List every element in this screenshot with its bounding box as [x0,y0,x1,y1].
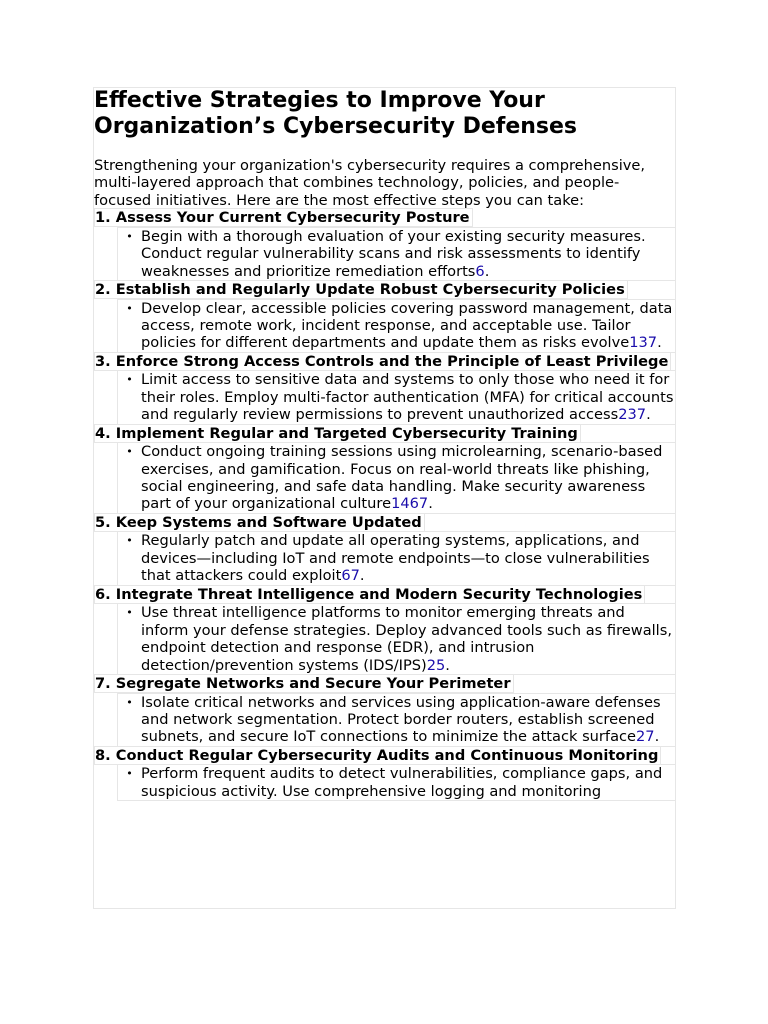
section-heading: 4. Implement Regular and Targeted Cybersecurity Training [94,424,581,443]
section-heading: 2. Establish and Regularly Update Robust Cybersecurity Policies [94,280,628,299]
section-7 [94,675,675,747]
list-item: • Use threat intelligence platforms to monitor emerging threats and inform your defense strategies. Deploy advanced tools such as firewalls, endpoint detection and response (EDR), and intrusion detection/prevention systems (IDS/IPS)25. [117,603,675,675]
bullet-icon: • [126,229,133,243]
list-item: • Develop clear, accessible policies covering password management, data access, remote work, incident response, and acceptable use. Tailor policies for different departments and update them as risks evolve137. [117,299,675,353]
item-text: Conduct ongoing training sessions using microlearning, scenario-based exercises, and gamification. Focus on real-world threats like phishing, social engineering, and safe data handling. Make security awareness part of your organizational culture [141,443,663,513]
item-text: Use threat intelligence platforms to monitor emerging threats and inform your defense strategies. Deploy advanced tools such as firewalls, endpoint detection and response (EDR), and intrusion detection/prevention systems (IDS/IPS) [141,604,672,674]
citation-link[interactable]: 67 [341,567,360,585]
citation-link[interactable]: 27 [636,728,655,746]
page-title: Effective Strategies to Improve Your Organization’s Cybersecurity Defenses [94,88,578,139]
section-6 [94,586,675,675]
citation-link[interactable]: 6 [475,262,485,280]
list-item: • Isolate critical networks and services using application-aware defenses and network segmentation. Protect border routers, establish screened subnets, and secure IoT connections to minimize the attack surface27. [117,693,675,747]
section-3 [94,353,675,425]
document-page [93,87,676,909]
section-heading: 8. Conduct Regular Cybersecurity Audits and Continuous Monitoring [94,746,661,765]
bullet-icon: • [126,373,133,387]
section-8 [94,747,675,801]
bullet-icon: • [126,695,133,709]
item-text: Begin with a thorough evaluation of your existing security measures. Conduct regular vulnerability scans and risk assessments to identify weaknesses and prioritize remediation efforts [141,227,646,280]
list-item: • Conduct ongoing training sessions using microlearning, scenario-based exercises, and gamification. Focus on real-world threats like phishing, social engineering, and safe data handling. Make security awareness part of your organizational culture1467. [117,442,675,514]
section-heading: 7. Segregate Networks and Secure Your Perimeter [94,674,514,693]
citation-link[interactable]: 1467 [391,495,429,513]
list-item: • Begin with a thorough evaluation of your existing security measures. Conduct regular vulnerability scans and risk assessments to identify weaknesses and prioritize remediation efforts6. [117,227,675,281]
bullet-icon: • [126,301,133,315]
bullet-icon: • [126,445,133,459]
item-text: Limit access to sensitive data and systems to only those who need it for their roles. Employ multi-factor authentication (MFA) for critical accounts and regularly review permissions to prevent unauthorized access [141,371,674,424]
list-item: • Limit access to sensitive data and systems to only those who need it for their roles. Employ multi-factor authentication (MFA) for critical accounts and regularly review permissions to prevent unauthorized access237. [117,370,675,424]
item-text: Isolate critical networks and services using application-aware defenses and network segmentation. Protect border routers, establish screened subnets, and secure IoT connections to minimize the attack surface [141,693,661,746]
item-text: Perform frequent audits to detect vulnerabilities, compliance gaps, and suspicious activity. Use comprehensive logging and monitoring [141,765,663,800]
citation-link[interactable]: 137 [629,334,658,352]
citation-link[interactable]: 237 [618,406,647,424]
section-5 [94,514,675,586]
section-heading: 6. Integrate Threat Intelligence and Modern Security Technologies [94,585,645,604]
bullet-icon: • [126,767,133,781]
section-heading: 1. Assess Your Current Cybersecurity Posture [94,208,473,227]
intro-paragraph: Strengthening your organization's cybersecurity requires a comprehensive, multi-layered approach that combines technology, policies, and people-focused initiatives. Here are the most effective steps you can take: [94,157,646,209]
list-item [117,764,675,801]
section-heading: 3. Enforce Strong Access Controls and the Principle of Least Privilege [94,352,671,371]
section-heading: 5. Keep Systems and Software Updated [94,513,425,532]
citation-link[interactable]: 25 [426,656,446,674]
section-2 [94,281,675,353]
item-text: Regularly patch and update all operating systems, applications, and devices—including IoT and remote endpoints—to close vulnerabilities that attackers could exploit [141,532,650,585]
item-text: Develop clear, accessible policies covering password management, data access, remote work, incident response, and acceptable use. Tailor policies for different departments and update them as risks evolve [141,299,673,352]
section-4 [94,425,675,514]
section-1 [94,209,675,281]
list-item: • Regularly patch and update all operating systems, applications, and devices—including IoT and remote endpoints—to close vulnerabilities that attackers could exploit67. [117,531,675,585]
bullet-icon: • [126,534,133,548]
bullet-icon: • [126,606,133,620]
